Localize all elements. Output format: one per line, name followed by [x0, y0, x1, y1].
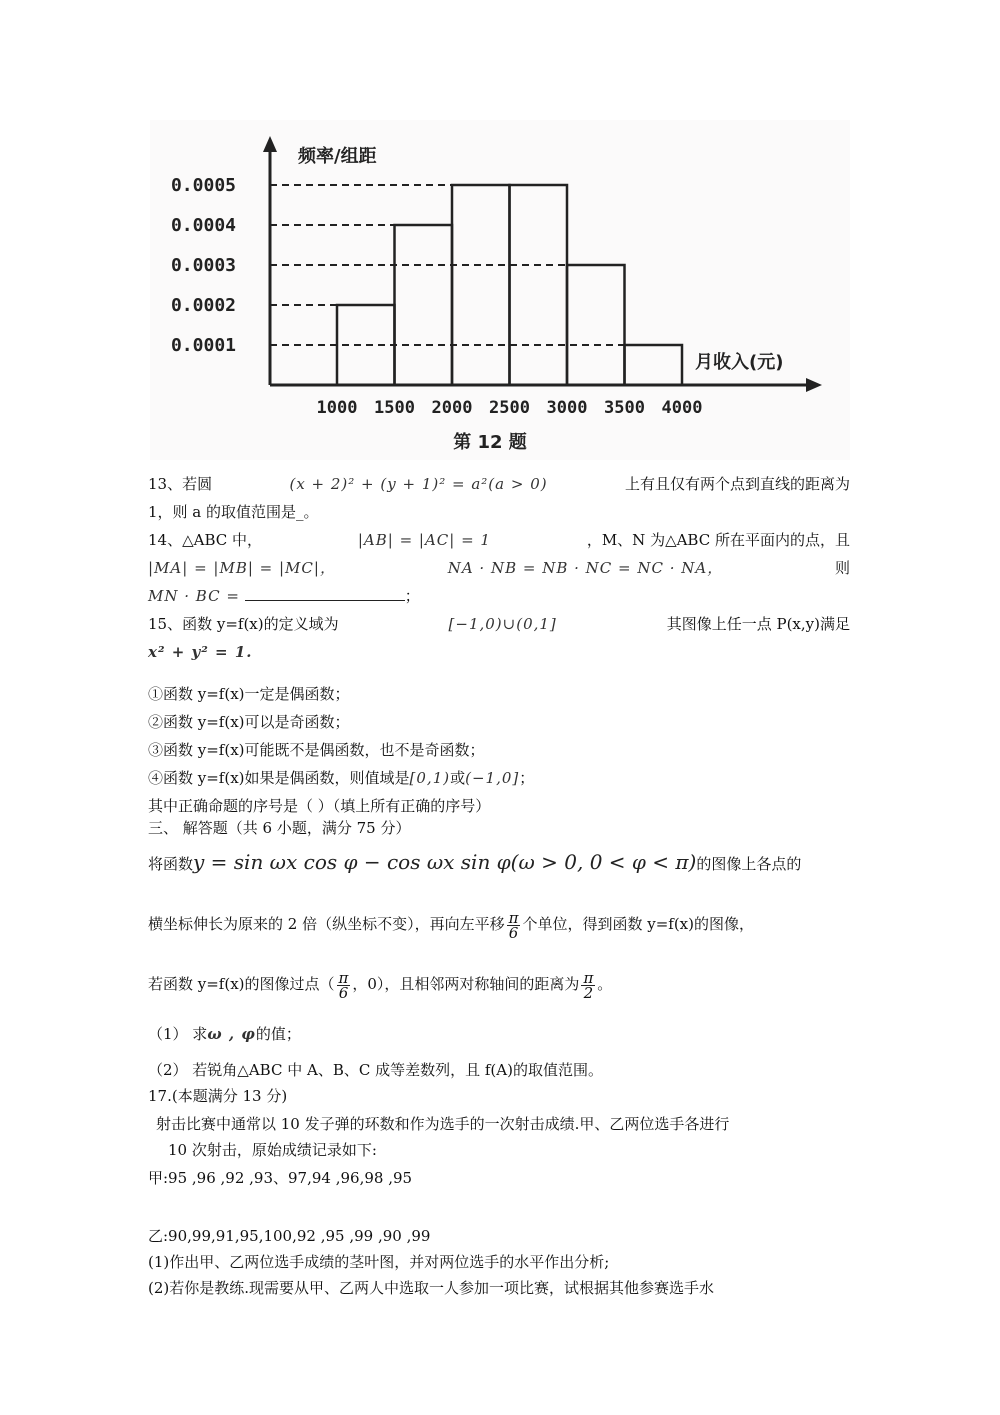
x-tick-label: 3500 [604, 398, 645, 418]
histogram-bar [567, 265, 625, 385]
y-tick-label: 0.0002 [170, 295, 236, 316]
q17-scores-yi: 乙:90,99,91,95,100,92 ,95 ,99 ,90 ,99 [148, 1227, 431, 1245]
histogram-chart [150, 120, 850, 460]
q14-line1 [148, 526, 850, 554]
histogram-bar [452, 185, 510, 385]
omega-phi: ω , φ [207, 1025, 256, 1043]
q15-ask: 其中正确命题的序号是（ ）（填上所有正确的序号） [148, 797, 491, 815]
x-axis-title: 月收入(元) [695, 352, 784, 373]
q15-option-3: ③函数 y=f(x)可能既不是偶函数，也不是奇函数； [148, 741, 485, 759]
fraction-pi-over-2: $\frac{\pi}{2}$ [583, 968, 594, 1002]
q13-prefix: 13、若圆 [148, 475, 213, 493]
q16-sub2: （2） 若锐角△ABC 中 A、B、C 成等差数列，且 f(A)的取值范围。 [148, 1061, 603, 1079]
x-tick-label: 1500 [374, 398, 415, 418]
q17-line2: 10 次射击，原始成绩记录如下: [168, 1141, 377, 1159]
y-tick-label: 0.0004 [170, 215, 236, 236]
q16-line1: 将函数y = sin ωx cos φ − cos ωx sin φ(ω > 0, 0 < φ < π)的图像上各点的 [148, 850, 802, 874]
q13-line2: 1，则 a 的取值范围是_。 [148, 503, 319, 521]
y-axis-arrow-icon [263, 136, 277, 152]
x-tick-label: 4000 [661, 398, 703, 418]
q15-equation: x² + y² = 1. [148, 643, 253, 661]
q15-option-2: ②函数 y=f(x)可以是奇函数； [148, 713, 350, 731]
q15-range-1: [0,1) [409, 769, 451, 787]
y-tick-label: 0.0001 [170, 335, 236, 356]
q13-line1 [148, 470, 850, 498]
chart-caption: 第 12 题 [453, 432, 527, 453]
q15-option-4: ④函数 y=f(x)如果是偶函数，则值域是[0,1)或(−1,0]； [148, 769, 535, 787]
q14-then: 则 [834, 559, 850, 577]
q15-domain: [−1,0)∪(0,1] [448, 615, 557, 633]
q15-text: 其图像上任一点 P(x,y)满足 [666, 615, 850, 633]
q14-eq-na-nb-nc: NA · NB = NB · NC = NC · NA， [447, 559, 724, 577]
q14-eq-mn-bc: MN · BC = [148, 587, 240, 605]
histogram-bar [625, 345, 683, 385]
q15-option-1: ①函数 y=f(x)一定是偶函数； [148, 685, 350, 703]
q15-range-2: (−1,0] [465, 769, 520, 787]
y-tick-label: 0.0005 [170, 175, 236, 196]
histogram-figure [150, 120, 850, 460]
y-axis-title: 频率/组距 [298, 146, 377, 167]
q16-line3: 若函数 y=f(x)的图像过点（ $\frac{\pi}{6}$ ，0），且相邻两对称轴间的距离为 $\frac{\pi}{2}$ 。 [148, 968, 613, 1002]
q16-line2: 横坐标伸长为原来的 2 倍（纵坐标不变），再向左平移 $\frac{\pi}{6}$ 个单位，得到函数 y=f(x)的图像， [148, 908, 754, 942]
x-tick-label: 3000 [546, 398, 588, 418]
q17-scores-jia: 甲:95 ,96 ,92 ,93、97,94 ,96,98 ,95 [148, 1169, 413, 1187]
x-tick-label: 2500 [489, 398, 530, 418]
y-tick-label: 0.0003 [170, 255, 236, 276]
q14-answer-blank[interactable] [245, 586, 405, 601]
q14-text: ，M、N 为△ABC 所在平面内的点，且 [586, 531, 850, 549]
q13-circle-equation: (x + 2)² + (y + 1)² = a²(a > 0) [289, 475, 548, 493]
histogram-bar [395, 225, 453, 385]
histogram-bar [510, 185, 568, 385]
q14-line3: MN · BC = ； [148, 587, 420, 605]
q13-text: 上有且仅有两个点到直线的距离为 [624, 475, 850, 493]
q16-sub1: （1） 求ω , φ的值； [148, 1025, 301, 1043]
section-3-title: 三、 解答题（共 6 小题，满分 75 分） [148, 819, 411, 837]
q16-function-equation: y = sin ωx cos φ − cos ωx sin φ(ω > 0, 0 < φ < π) [193, 850, 697, 874]
q14-eq-ab-ac: |AB| = |AC| = 1 [357, 531, 491, 549]
q17-line1: 射击比赛中通常以 10 发子弹的环数和作为选手的一次射击成绩.甲、乙两位选手各进行 [156, 1115, 730, 1133]
q15-prefix: 15、函数 y=f(x)的定义域为 [148, 615, 339, 633]
fraction-pi-over-6: $\frac{\pi}{6}$ [508, 908, 519, 942]
q14-eq-ma-mb-mc: |MA| = |MB| = |MC|， [148, 559, 336, 577]
x-axis-arrow-icon [806, 378, 822, 392]
x-tick-label: 2000 [431, 398, 473, 418]
fraction-pi-over-6-point: $\frac{\pi}{6}$ [338, 968, 349, 1002]
q15-line1 [148, 610, 850, 638]
q17-sub1: (1)作出甲、乙两位选手成绩的茎叶图，并对两位选手的水平作出分析; [148, 1253, 610, 1271]
q17-title: 17.(本题满分 13 分) [148, 1087, 288, 1105]
q14-line2 [148, 554, 850, 582]
x-tick-label: 1000 [316, 398, 358, 418]
q14-prefix: 14、△ABC 中， [148, 531, 263, 549]
q17-sub2: (2)若你是教练.现需要从甲、乙两人中选取一人参加一项比赛，试根据其他参赛选手水 [148, 1279, 715, 1297]
